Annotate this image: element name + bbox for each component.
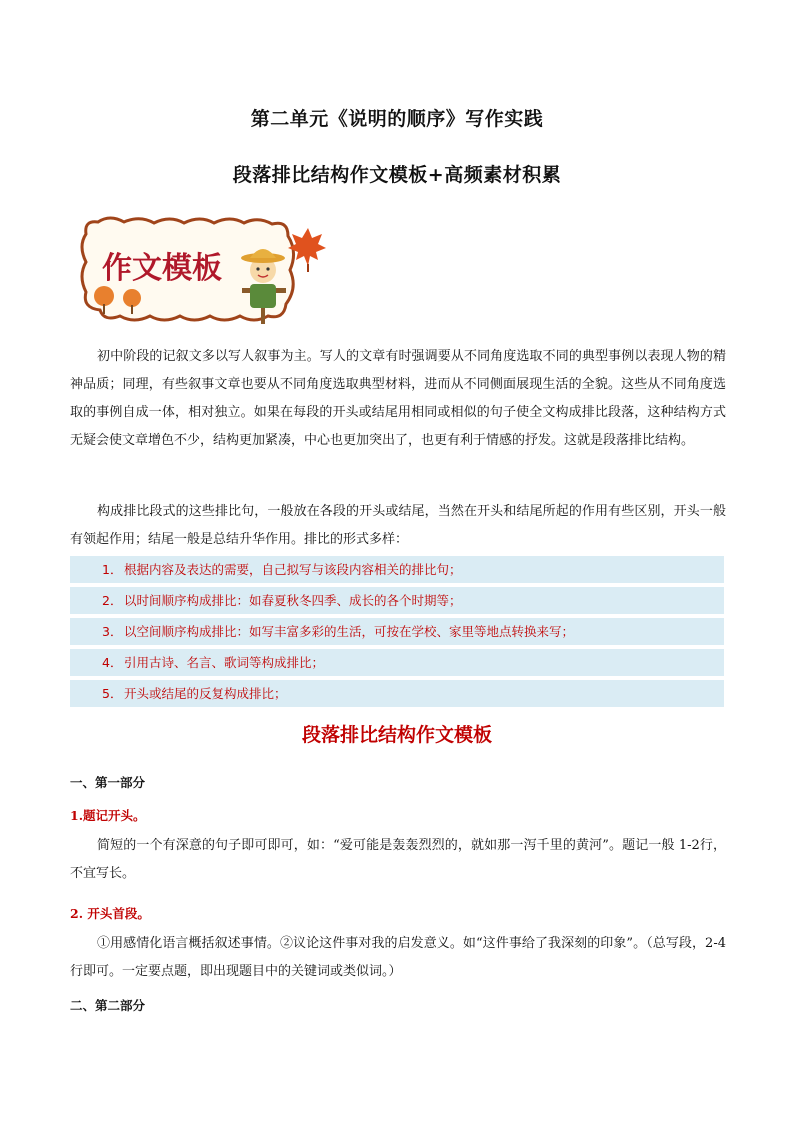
- list-item: 3． 以空间顺序构成排比：如写丰富多彩的生活，可按在学校、家里等地点转换来写；: [70, 618, 724, 649]
- forms-list: [70, 556, 724, 707]
- section-heading: 一、第一部分: [70, 775, 146, 790]
- template-banner: [74, 212, 326, 328]
- item-body: 简短的一个有深意的句子即可即可，如：“爱可能是轰轰烈烈的，就如那一泻千里的黄河”。题记一般 1-2行，不宜写长。: [70, 838, 726, 881]
- banner-label: 作文模板: [102, 251, 222, 286]
- intro-paragraph: 初中阶段的记叙文多以写人叙事为主。写人的文章有时强调要从不同角度选取不同的典型事例以表现人物的精神品质；同理，有些叙事文章也要从不同角度选取典型材料，进而从不同侧面展现生活的全貌。这些从不同角度选取的事例自成一体，相对独立。如果在每段的开头或结尾用相同或相似的句子使全文构成排比段落，这种结构方式无疑会使文章增色不少，结构更加紧凑，中心也更加突出了，也更有利于情感的抒发。这就是段落排比结构。: [70, 349, 726, 448]
- page-subtitle: 段落排比结构作文模板+高频素材积累: [232, 164, 562, 186]
- list-item: 2． 以时间顺序构成排比：如春夏秋冬四季、成长的各个时期等；: [70, 587, 724, 618]
- section-heading: 二、第二部分: [70, 998, 146, 1013]
- item-body: ①用感情化语言概括叙述事情。②议论这件事对我的启发意义。如“这件事给了我深刻的印象”。（总写段，2-4 行即可。一定要点题，即出现题目中的关键词或类似词。）: [70, 936, 726, 979]
- page-title: 第二单元《说明的顺序》写作实践: [250, 108, 544, 130]
- list-item: 5． 开头或结尾的反复构成排比；: [70, 680, 724, 707]
- list-item: 1． 根据内容及表达的需要，自己拟写与该段内容相关的排比句；: [70, 556, 724, 587]
- intro-paragraph: 构成排比段式的这些排比句，一般放在各段的开头或结尾，当然在开头和结尾所起的作用有些区别，开头一般有领起作用；结尾一般是总结升华作用。排比的形式多样：: [70, 504, 726, 547]
- maple-leaf-icon: [288, 228, 326, 272]
- section-title: 段落排比结构作文模板: [301, 724, 492, 746]
- list-item: 4． 引用古诗、名言、歌词等构成排比；: [70, 649, 724, 680]
- item-heading: 2. 开头首段。: [70, 906, 150, 921]
- item-heading: 1.题记开头。: [70, 808, 146, 823]
